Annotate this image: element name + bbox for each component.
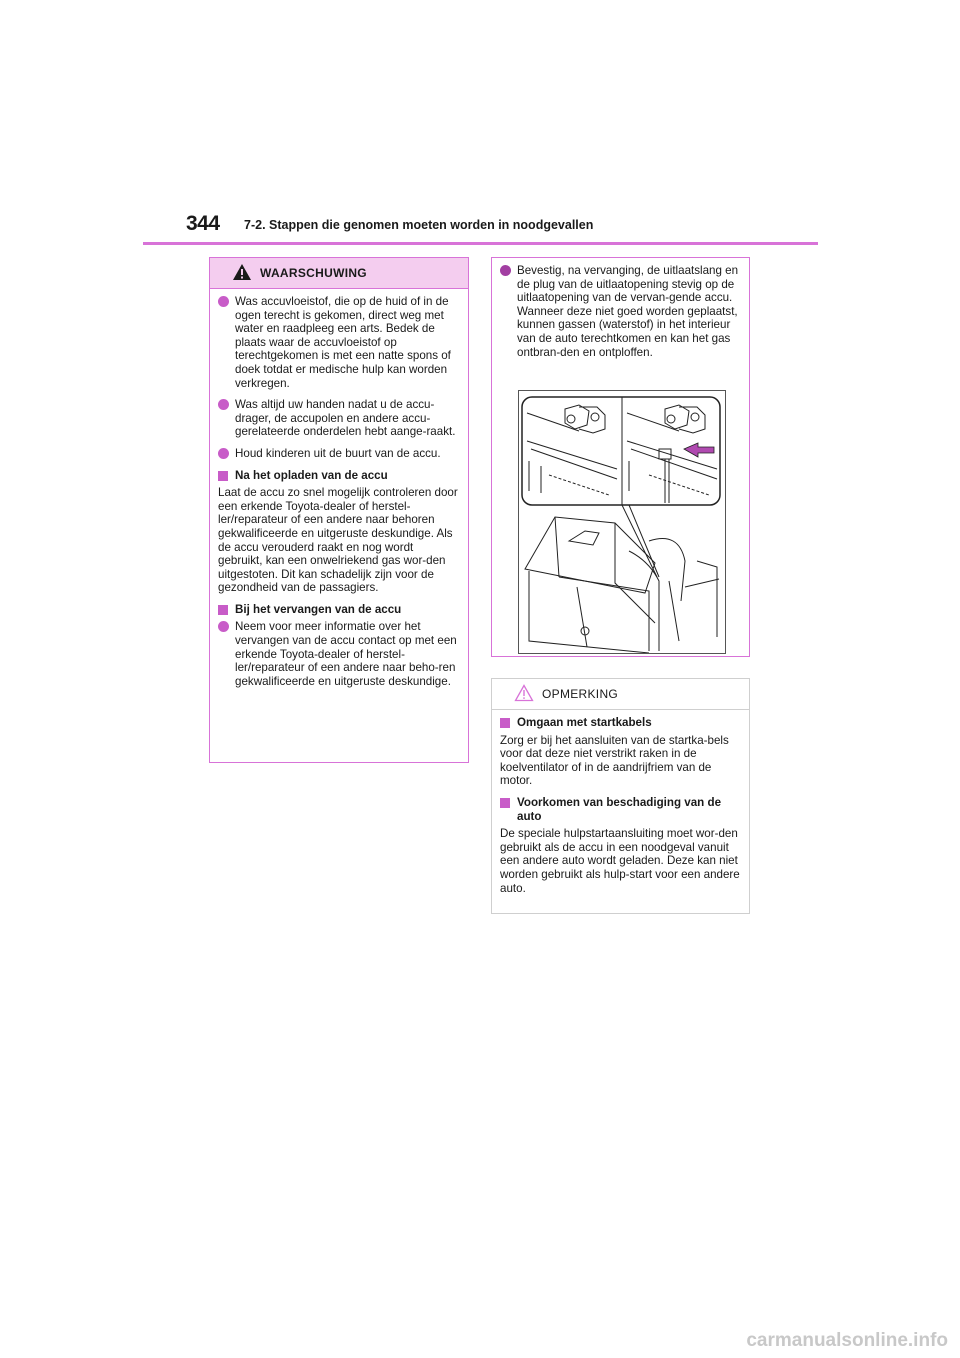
section-heading xyxy=(500,716,741,730)
arrow-icon xyxy=(684,443,714,457)
bullet-dot-icon xyxy=(500,265,511,276)
section-text: De speciale hulpstartaansluiting moet wor-den gebruikt als de accu in een noodgeval vanuit een andere auto wordt geladen. Deze kan niet worden gebruikt als hulp-start voor een andere auto. xyxy=(500,827,740,895)
warning-bullet-text: Houd kinderen uit de buurt van de accu. xyxy=(235,446,441,460)
square-bullet-icon xyxy=(500,798,510,808)
warning-continuation-box xyxy=(491,257,750,657)
bullet-dot-icon xyxy=(218,621,229,632)
warning-bullet-text: Neem voor meer informatie over het vervangen van de accu contact op met een erkende Toyota-dealer of herstel-ler/reparateur of een andere naar beho-ren gekwalificeerde en uitgeruste deskundige. xyxy=(235,620,457,688)
section-heading xyxy=(218,603,460,617)
caution-icon xyxy=(514,684,534,702)
page-number: 344 xyxy=(186,212,220,235)
warning-bullet-text: Bevestig, na vervanging, de uitlaatslang en de plug van de uitlaatopening stevig op de uitlaatopening van de vervan-gende accu. Wanneer deze niet goed worden geplaatst, kunnen gassen (waterstof) in het interieur van de auto terechtkomen en kan het gas ontbran-den en ontploffen. xyxy=(517,264,739,359)
note-header xyxy=(492,679,749,710)
warning-bullet xyxy=(218,398,460,439)
section-heading xyxy=(500,796,741,823)
note-body xyxy=(492,710,749,895)
warning-box xyxy=(209,257,469,763)
header-rule xyxy=(143,242,818,245)
note-box xyxy=(491,678,750,914)
warning-bullet xyxy=(500,264,741,359)
warning-bullet xyxy=(218,620,460,688)
bullet-dot-icon xyxy=(218,296,229,307)
square-bullet-icon xyxy=(500,718,510,728)
warning-label: WAARSCHUWING xyxy=(260,266,367,280)
section-heading-text: Bij het vervangen van de accu xyxy=(235,602,402,616)
section-heading-text: Omgaan met startkabels xyxy=(517,716,652,729)
section-text: Zorg er bij het aansluiten van de startka-bels voor dat deze niet verstrikt raken in de koelventilator of in de aandrijfriem van de motor. xyxy=(500,733,729,788)
battery-illustration xyxy=(518,390,726,654)
bullet-dot-icon xyxy=(218,399,229,410)
warning-header xyxy=(210,258,468,289)
warning-continuation-body xyxy=(492,258,749,359)
note-label: OPMERKING xyxy=(542,687,619,701)
square-bullet-icon xyxy=(218,471,228,481)
warning-body xyxy=(210,289,468,688)
square-bullet-icon xyxy=(218,605,228,615)
section-heading-text: Voorkomen van beschadiging van de auto xyxy=(517,795,722,823)
footer-watermark: carmanualsonline.info xyxy=(746,1330,948,1351)
section-heading xyxy=(218,469,460,483)
warning-bullet xyxy=(218,447,460,461)
warning-bullet-text: Was accuvloeistof, die op de huid of in de ogen terecht is gekomen, direct weg met water en raadpleeg een arts. Bedek de plaats waar de accuvloeistof op terechtgekomen is met een natte spons of doek totdat er medische hulp kan worden verkregen. xyxy=(235,295,451,390)
bullet-dot-icon xyxy=(218,448,229,459)
battery-drawing xyxy=(519,391,725,653)
section-title: 7-2. Stappen die genomen moeten worden in noodgevallen xyxy=(244,218,594,232)
section-heading-text: Na het opladen van de accu xyxy=(235,468,388,482)
warning-bullet xyxy=(218,295,460,390)
warning-icon xyxy=(232,263,252,281)
warning-bullet-text: Was altijd uw handen nadat u de accu-drager, de accupolen en andere accu-gerelateerde onderdelen hebt aange-raakt. xyxy=(235,398,456,439)
section-text: Laat de accu zo snel mogelijk controleren door een erkende Toyota-dealer of herstel-ler/reparateur of een andere naar behoren gekwalificeerde en uitgeruste deskundige. Als de accu verouderd raakt en nog wordt gebruikt, kan een onwelriekend gas wor-den uitgestoten. Dit kan schadelijk zijn voor de gezondheid van de passagiers. xyxy=(218,486,458,595)
